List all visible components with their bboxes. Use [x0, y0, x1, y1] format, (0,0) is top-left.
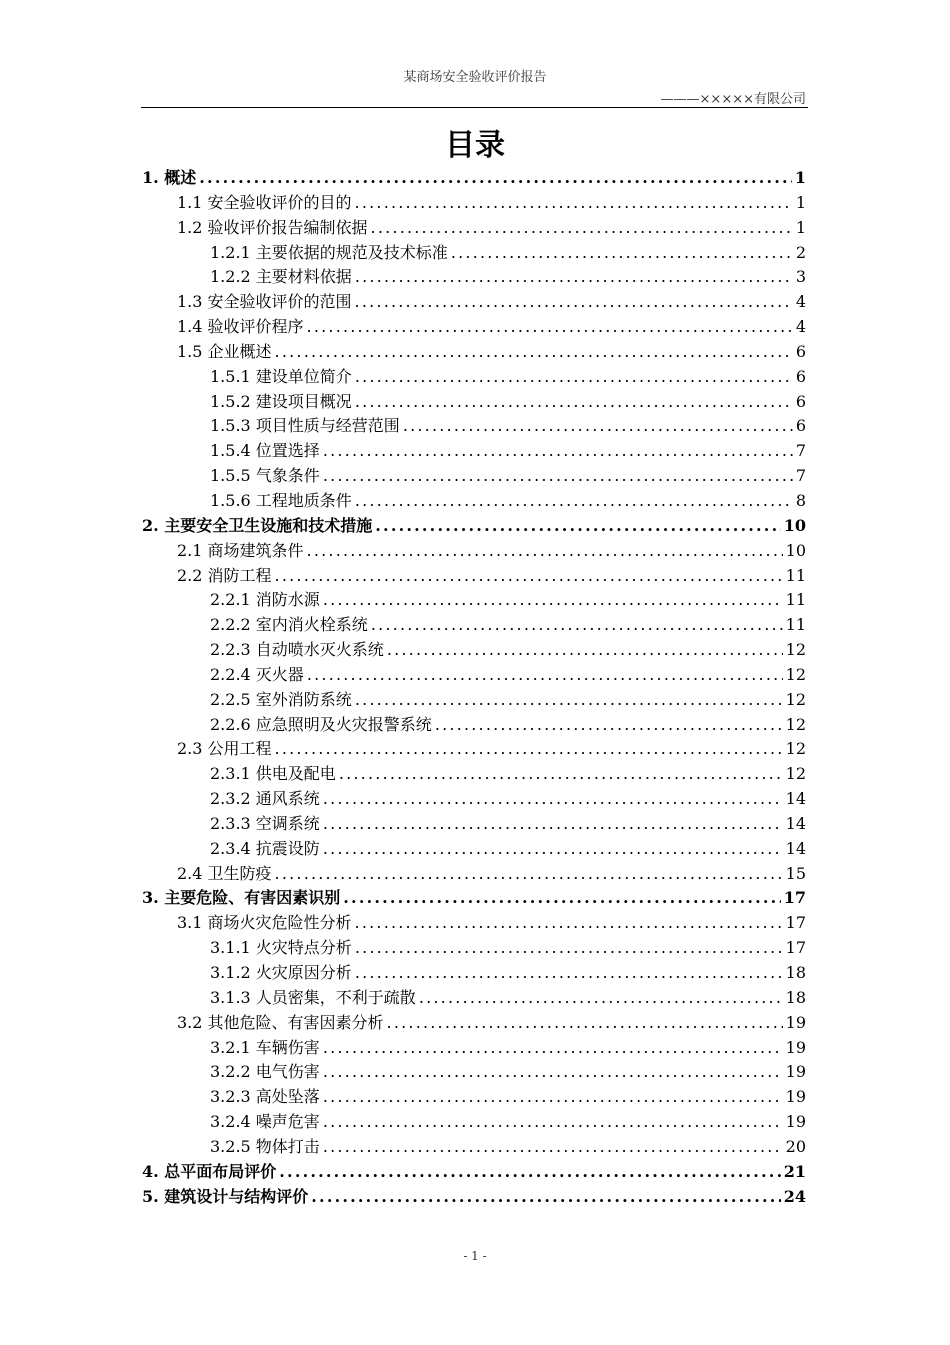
- toc-dot-leader: [355, 290, 793, 315]
- toc-dot-leader: [419, 986, 783, 1011]
- toc-entry-label: 2.2.3 自动喷水灭火系统: [210, 640, 384, 660]
- toc-entry-label: 2.3.3 空调系统: [210, 813, 320, 833]
- toc-entry[interactable]: [142, 911, 806, 936]
- toc-entry[interactable]: [142, 961, 806, 986]
- toc-entry-page: 1: [795, 192, 806, 212]
- toc-entry[interactable]: [142, 886, 806, 911]
- toc-entry-page: 19: [785, 1087, 806, 1107]
- toc-entry-page: 18: [785, 987, 806, 1007]
- toc-entry-page: 7: [795, 466, 806, 486]
- toc-entry-page: 1: [795, 217, 806, 237]
- toc-entry[interactable]: [142, 613, 806, 638]
- toc-entry-page: 21: [783, 1161, 806, 1181]
- toc-entry-page: 20: [785, 1136, 806, 1156]
- toc-entry[interactable]: [142, 1085, 806, 1110]
- toc-entry-label: 3.2.2 电气伤害: [210, 1062, 320, 1082]
- toc-entry-label: 3.2 其他危险、有害因素分析: [177, 1012, 384, 1032]
- toc-entry[interactable]: [142, 663, 806, 688]
- toc-entry-label: 1. 概述: [142, 168, 197, 187]
- toc-entry[interactable]: [142, 787, 806, 812]
- toc-dot-leader: [355, 936, 783, 961]
- toc-entry-label: 2.3.4 抗震设防: [210, 838, 320, 858]
- toc-dot-leader: [355, 688, 783, 713]
- toc-entry-page: 11: [785, 615, 806, 635]
- toc-entry[interactable]: [142, 191, 806, 216]
- toc-entry[interactable]: [142, 166, 806, 191]
- toc-entry-label: 1.5 企业概述: [177, 341, 272, 361]
- toc-entry[interactable]: [142, 1185, 806, 1210]
- toc-entry[interactable]: [142, 936, 806, 961]
- toc-entry-label: 1.5.6 工程地质条件: [210, 490, 352, 510]
- toc-entry-page: 1: [794, 168, 806, 187]
- header-company: ———×××××有限公司: [660, 92, 806, 107]
- toc-entry[interactable]: [142, 340, 806, 365]
- toc-dot-leader: [343, 886, 780, 911]
- toc-entry-label: 2.1 商场建筑条件: [177, 540, 304, 560]
- toc-dot-leader: [355, 265, 793, 290]
- toc-entry-label: 3.1.2 火灾原因分析: [210, 963, 352, 982]
- toc-entry[interactable]: [142, 1135, 806, 1160]
- toc-entry-label: 1.2.1 主要依据的规范及技术标准: [210, 242, 448, 262]
- toc-dot-leader: [323, 787, 783, 812]
- toc-entry-page: 19: [785, 1112, 806, 1132]
- toc-entry-label: 2.3.1 供电及配电: [210, 764, 336, 784]
- toc-entry-label: 3.1.3 人员密集，不利于疏散: [210, 987, 416, 1007]
- toc-entry-page: 12: [785, 664, 806, 684]
- toc-entry[interactable]: [142, 564, 806, 589]
- toc-dot-leader: [387, 1011, 783, 1036]
- toc-entry-label: 1.3 安全验收评价的范围: [177, 292, 352, 312]
- toc-entry-label: 5. 建筑设计与结构评价: [142, 1186, 309, 1206]
- toc-entry-page: 4: [795, 292, 806, 312]
- toc-entry-page: 19: [785, 1012, 806, 1032]
- toc-entry-label: 1.4 验收评价程序: [177, 317, 304, 337]
- toc-entry[interactable]: [142, 315, 806, 340]
- toc-entry[interactable]: [142, 489, 806, 514]
- toc-entry-label: 1.5.4 位置选择: [210, 441, 320, 461]
- toc-dot-leader: [371, 613, 783, 638]
- toc-entry-page: 6: [795, 366, 806, 386]
- toc-dot-leader: [375, 514, 780, 539]
- toc-entry-label: 3.2.1 车辆伤害: [210, 1037, 320, 1057]
- toc-entry-page: 15: [785, 863, 806, 883]
- toc-entry-label: 1.1 安全验收评价的目的: [177, 192, 352, 212]
- header-title: 某商场安全验收评价报告: [403, 70, 547, 85]
- toc-entry-page: 10: [785, 540, 806, 560]
- toc-dot-leader: [355, 390, 793, 415]
- toc-entry-page: 17: [785, 938, 806, 958]
- toc-entry-label: 2.2.6 应急照明及火灾报警系统: [210, 714, 432, 734]
- toc-entry-label: 2.2.1 消防水源: [210, 590, 320, 610]
- toc-entry[interactable]: [142, 1160, 806, 1185]
- toc-title: 目录: [445, 128, 505, 163]
- toc-entry-page: 11: [785, 590, 806, 610]
- toc-dot-leader: [355, 911, 783, 936]
- toc-entry[interactable]: [142, 862, 806, 887]
- toc-entry-label: 2.2.4 灭火器: [210, 664, 304, 684]
- toc-entry[interactable]: [142, 812, 806, 837]
- toc-dot-leader: [307, 315, 793, 340]
- toc-entry[interactable]: [142, 1060, 806, 1085]
- toc-entry[interactable]: [142, 514, 806, 539]
- toc-dot-leader: [323, 1060, 783, 1085]
- toc-entry[interactable]: [142, 837, 806, 862]
- toc-entry-label: 2.2 消防工程: [177, 565, 272, 585]
- toc-entry-page: 7: [795, 441, 806, 461]
- table-of-contents: [142, 166, 806, 1209]
- toc-entry-page: 4: [795, 317, 806, 337]
- toc-entry-label: 2.4 卫生防疫: [177, 863, 272, 883]
- toc-dot-leader: [355, 961, 783, 986]
- toc-entry-page: 19: [785, 1062, 806, 1082]
- toc-entry-label: 2.3 公用工程: [177, 739, 272, 759]
- toc-entry-label: 1.5.5 气象条件: [210, 466, 320, 486]
- toc-entry-label: 1.5.1 建设单位简介: [210, 366, 352, 386]
- toc-entry[interactable]: [142, 365, 806, 390]
- toc-dot-leader: [323, 1135, 783, 1160]
- toc-entry[interactable]: [142, 216, 806, 241]
- toc-entry-label: 3.2.4 噪声危害: [210, 1112, 320, 1132]
- toc-entry-label: 2. 主要安全卫生设施和技术措施: [142, 515, 373, 535]
- toc-dot-leader: [355, 191, 793, 216]
- toc-dot-leader: [403, 414, 793, 439]
- toc-entry[interactable]: [142, 638, 806, 663]
- toc-dot-leader: [355, 489, 793, 514]
- toc-entry[interactable]: [142, 688, 806, 713]
- toc-entry[interactable]: [142, 464, 806, 489]
- toc-dot-leader: [435, 713, 783, 738]
- toc-entry-page: 2: [795, 242, 806, 262]
- toc-dot-leader: [275, 340, 793, 365]
- toc-dot-leader: [323, 812, 783, 837]
- toc-dot-leader: [307, 663, 783, 688]
- toc-entry[interactable]: [142, 265, 806, 290]
- toc-entry[interactable]: [142, 986, 806, 1011]
- toc-dot-leader: [307, 539, 783, 564]
- toc-entry-label: 2.2.5 室外消防系统: [210, 689, 352, 709]
- toc-entry-page: 12: [785, 689, 806, 709]
- toc-entry[interactable]: [142, 539, 806, 564]
- toc-entry[interactable]: [142, 390, 806, 415]
- toc-entry[interactable]: [142, 1110, 806, 1135]
- toc-dot-leader: [275, 862, 783, 887]
- toc-entry-page: 17: [783, 888, 806, 908]
- toc-entry[interactable]: [142, 737, 806, 762]
- toc-entry-label: 3.2.5 物体打击: [210, 1136, 320, 1156]
- toc-dot-leader: [323, 439, 793, 464]
- toc-dot-leader: [451, 241, 793, 266]
- toc-entry-page: 10: [783, 515, 806, 535]
- toc-dot-leader: [355, 365, 793, 390]
- toc-entry-label: 2.3.2 通风系统: [210, 789, 320, 809]
- toc-entry[interactable]: [142, 1036, 806, 1061]
- toc-entry-page: 11: [785, 565, 806, 585]
- toc-entry-page: 6: [795, 416, 806, 436]
- toc-entry[interactable]: [142, 290, 806, 315]
- toc-entry-label: 1.2 验收评价报告编制依据: [177, 217, 368, 237]
- toc-dot-leader: [323, 1085, 783, 1110]
- toc-entry-page: 12: [785, 640, 806, 660]
- toc-entry-page: 12: [785, 739, 806, 759]
- toc-dot-leader: [323, 1110, 783, 1135]
- toc-dot-leader: [279, 1160, 780, 1185]
- toc-entry-page: 12: [785, 714, 806, 734]
- toc-dot-leader: [339, 762, 783, 787]
- toc-entry-page: 17: [785, 913, 806, 933]
- toc-dot-leader: [323, 588, 783, 613]
- toc-entry-label: 1.2.2 主要材料依据: [210, 267, 352, 287]
- toc-entry[interactable]: [142, 713, 806, 738]
- toc-dot-leader: [323, 837, 783, 862]
- toc-entry[interactable]: [142, 439, 806, 464]
- toc-dot-leader: [323, 464, 793, 489]
- toc-entry-label: 1.5.2 建设项目概况: [210, 391, 352, 411]
- toc-entry-label: 3.1.1 火灾特点分析: [210, 938, 352, 958]
- toc-entry-label: 3.1 商场火灾危险性分析: [177, 913, 352, 933]
- toc-entry-page: 18: [785, 963, 806, 982]
- page-number: - 1 -: [463, 1249, 487, 1263]
- toc-dot-leader: [387, 638, 783, 663]
- toc-entry-page: 14: [785, 813, 806, 833]
- toc-entry-page: 14: [785, 838, 806, 858]
- toc-dot-leader: [275, 564, 783, 589]
- toc-dot-leader: [323, 1036, 783, 1061]
- toc-entry[interactable]: [142, 414, 806, 439]
- toc-dot-leader: [199, 166, 792, 191]
- toc-dot-leader: [371, 216, 793, 241]
- toc-entry-page: 19: [785, 1037, 806, 1057]
- header-rule: [141, 107, 808, 108]
- toc-entry-label: 3. 主要危险、有害因素识别: [142, 888, 341, 908]
- toc-entry-page: 8: [795, 490, 806, 510]
- toc-entry[interactable]: [142, 1011, 806, 1036]
- toc-entry-label: 1.5.3 项目性质与经营范围: [210, 416, 400, 436]
- toc-dot-leader: [275, 737, 783, 762]
- toc-entry-page: 24: [783, 1186, 806, 1206]
- toc-entry-label: 2.2.2 室内消火栓系统: [210, 615, 368, 635]
- toc-entry-page: 6: [795, 391, 806, 411]
- toc-entry-page: 14: [785, 789, 806, 809]
- toc-entry-label: 4. 总平面布局评价: [142, 1161, 277, 1181]
- toc-entry-label: 3.2.3 高处坠落: [210, 1087, 320, 1107]
- toc-entry[interactable]: [142, 588, 806, 613]
- toc-entry[interactable]: [142, 241, 806, 266]
- toc-entry[interactable]: [142, 762, 806, 787]
- toc-entry-page: 12: [785, 764, 806, 784]
- toc-entry-page: 6: [795, 341, 806, 361]
- toc-entry-page: 3: [795, 267, 806, 287]
- toc-dot-leader: [311, 1185, 780, 1210]
